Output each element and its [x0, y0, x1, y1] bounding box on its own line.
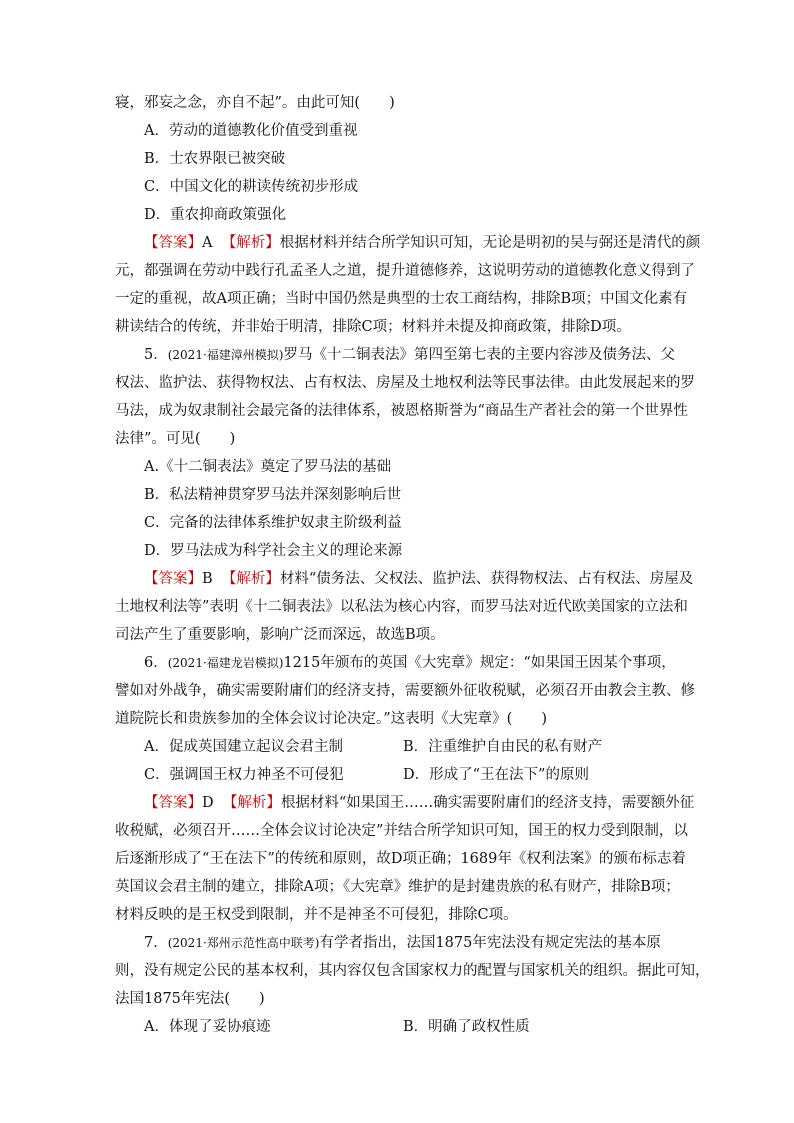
- answer-value: B: [202, 571, 213, 587]
- question-7-option-b: B．明确了政权性质: [403, 1019, 530, 1035]
- question-7-option-a: A．体现了妥协痕迹: [144, 1019, 271, 1035]
- analysis-tag: 【解析】: [221, 571, 280, 587]
- question-7-stem: [144, 933, 661, 953]
- question-6-option-b: B．注重维护自由民的私有财产: [403, 739, 603, 755]
- question-stem-text: 罗马《十二铜表法》第四至第七表的主要内容涉及债务法、父: [283, 347, 675, 363]
- question-5-analysis-line: 司法产生了重要影响，影响广泛而深远，故选B项。: [115, 627, 445, 643]
- question-4-analysis-line: 耕读结合的传统，并非始于明清，排除C项；材料并未提及抑商政策，排除D项。: [115, 319, 631, 335]
- question-4-analysis-line: 元，都强调在劳动中践行孔孟圣人之道，提升道德修养，这说明劳动的道德教化意义得到了: [115, 263, 695, 279]
- question-6-analysis-line: 材料反映的是王权受到限制，并不是神圣不可侵犯，排除C项。: [115, 907, 518, 923]
- question-4-stem-continuation: 寝，邪妄之念，亦自不起”。由此可知( ): [115, 95, 395, 111]
- question-number: 6．: [144, 655, 168, 671]
- analysis-text: 材料“债务法、父权法、监护法、获得物权法、占有权法、房屋及: [279, 571, 694, 587]
- analysis-text: 根据材料并结合所学知识可知，无论是明初的吴与弼还是清代的颜: [279, 235, 701, 251]
- question-6-analysis-line: 英国议会君主制的建立，排除A项；《大宪章》维护的是封建贵族的私有财产，排除B项；: [115, 879, 680, 895]
- question-5-analysis-line: 土地权利法等”表明《十二铜表法》以私法为核心内容，而罗马法对近代欧美国家的立法和: [115, 599, 688, 615]
- question-5-answer-line: [144, 569, 693, 589]
- question-6-stem: [144, 653, 676, 673]
- question-5-option-c: C．完备的法律体系维护奴隶主阶级利益: [144, 515, 402, 531]
- answer-tag: 【答案】: [144, 571, 202, 587]
- question-6-stem-line: 道院院长和贵族参加的全体会议讨论决定。”这表明《大宪章》( ): [115, 711, 547, 727]
- question-4-option-c: C．中国文化的耕读传统初步形成: [144, 179, 359, 195]
- question-4-analysis-line: 一定的重视，故A项正确；当时中国仍然是典型的士农工商结构，排除B项；中国文化素有: [115, 291, 688, 307]
- question-6-stem-line: 譬如对外战争，确实需要附庸们的经济支持，需要额外征收税赋，必须召开由教会主教、修: [115, 683, 695, 699]
- question-6-analysis-line: 后逐渐形成了“王在法下”的传统和原则，故D项正确；1689年《权利法案》的颁布标志着: [115, 851, 686, 867]
- question-5-stem-line: 法律”。可见( ): [115, 431, 236, 447]
- question-7-stem-line: 法国1875年宪法( ): [115, 991, 265, 1007]
- question-stem-text: 1215年颁布的英国《大宪章》规定：“如果国王因某个事项，: [283, 655, 676, 671]
- question-4-option-b: B．士农界限已被突破: [144, 151, 286, 167]
- question-5-stem-line: 马法，成为奴隶制社会最完备的法律体系，被恩格斯誉为“商品生产者社会的第一个世界性: [115, 403, 688, 419]
- question-6-answer-line: [144, 793, 694, 813]
- analysis-tag: 【解析】: [222, 795, 281, 811]
- analysis-text: 根据材料“如果国王……确实需要附庸们的经济支持，需要额外征: [280, 795, 695, 811]
- question-5-option-d: D．罗马法成为科学社会主义的理论来源: [144, 543, 403, 559]
- question-4-answer-line: [144, 233, 700, 253]
- question-6-option-c: C．强调国王权力神圣不可侵犯: [144, 767, 344, 783]
- question-source: (2021·福建龙岩模拟): [167, 656, 284, 670]
- question-5-stem-line: 权法、监护法、获得物权法、占有权法、房屋及土地权利法等民事法律。由此发展起来的罗: [115, 375, 695, 391]
- analysis-tag: 【解析】: [221, 235, 280, 251]
- question-6-option-d: D．形成了“王在法下”的原则: [403, 767, 589, 783]
- question-5-stem: [144, 345, 675, 365]
- answer-value: D: [202, 795, 214, 811]
- question-number: 7．: [144, 935, 168, 951]
- question-5-option-b: B．私法精神贯穿罗马法并深刻影响后世: [144, 487, 402, 503]
- answer-value: A: [202, 235, 213, 251]
- answer-tag: 【答案】: [144, 235, 202, 251]
- question-stem-text: 有学者指出，法国1875年宪法没有规定宪法的基本原: [319, 935, 661, 951]
- question-4-option-a: A．劳动的道德教化价值受到重视: [144, 123, 358, 139]
- question-6-option-a: A．促成英国建立起议会君主制: [144, 739, 343, 755]
- question-6-analysis-line: 收税赋，必须召开……全体会议讨论决定”并结合所学知识可知，国王的权力受到限制，以: [115, 823, 688, 839]
- question-source: (2021·郑州示范性高中联考): [167, 936, 320, 950]
- question-7-stem-line: 则，没有规定公民的基本权利，其内容仅包含国家权力的配置与国家机关的组织。据此可知，: [115, 963, 710, 979]
- question-4-option-d: D．重农抑商政策强化: [144, 207, 287, 223]
- answer-tag: 【答案】: [144, 795, 202, 811]
- question-source: (2021·福建漳州模拟): [167, 348, 284, 362]
- question-5-option-a: A.《十二铜表法》奠定了罗马法的基础: [144, 459, 392, 475]
- question-number: 5．: [144, 347, 168, 363]
